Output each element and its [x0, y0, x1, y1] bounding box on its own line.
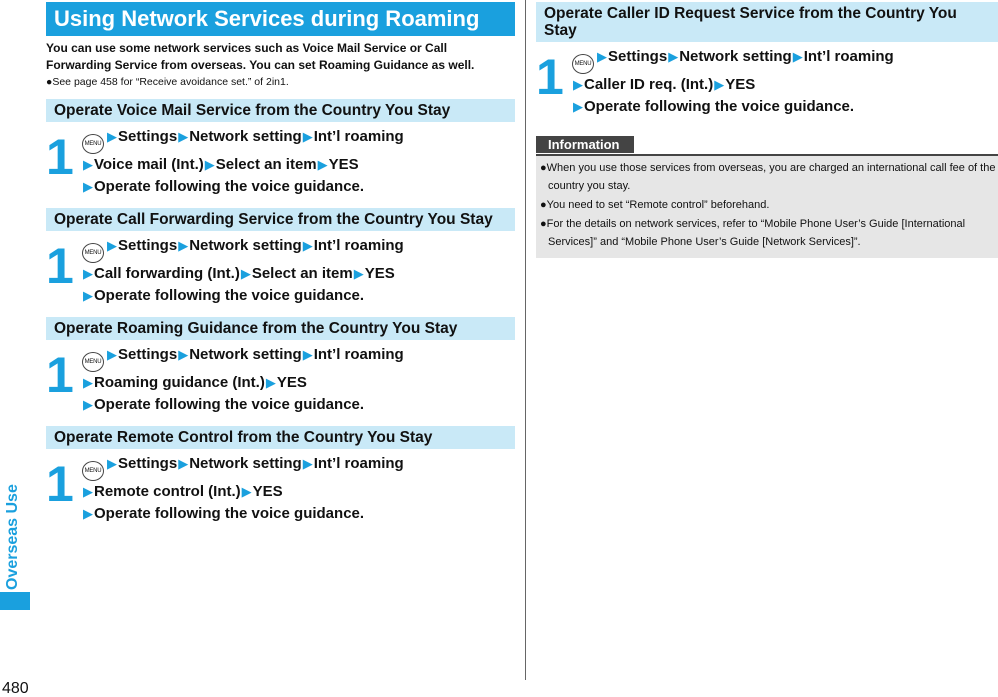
- arrow-icon: ▶: [178, 456, 189, 471]
- menu-path-item: Int’l roaming: [313, 346, 404, 363]
- arrow-icon: ▶: [83, 179, 93, 194]
- information-item: [540, 159, 996, 195]
- step-line-3: [82, 285, 515, 307]
- arrow-icon: ▶: [353, 266, 364, 281]
- caller-id-section-step: [536, 46, 998, 118]
- section-step: [46, 126, 515, 198]
- section-3: [46, 317, 515, 416]
- arrow-icon: ▶: [597, 49, 607, 64]
- step-instruction: Operate following the voice guidance.: [94, 178, 365, 195]
- arrow-icon: ▶: [83, 288, 93, 303]
- main-title: Using Network Services during Roaming: [46, 2, 515, 36]
- right-column: [536, 0, 998, 258]
- left-column: [46, 0, 515, 525]
- section-heading: Operate Voice Mail Service from the Country You Stay: [46, 99, 515, 122]
- info-text: When you use those services from overseas, you are charged an international call fee of the country you stay.: [546, 162, 996, 192]
- step-line-2: [82, 263, 515, 285]
- intro-note: [46, 75, 515, 89]
- step-line-3: [82, 176, 515, 198]
- arrow-icon: ▶: [178, 347, 189, 362]
- section-step: [46, 344, 515, 416]
- step-line-1: [82, 453, 515, 481]
- section-heading: Operate Call Forwarding Service from the Country You Stay: [46, 208, 515, 231]
- information-item: [540, 196, 996, 214]
- menu-path-item: YES: [725, 76, 756, 93]
- step-line-3: [82, 503, 515, 525]
- step-line-3: [82, 394, 515, 416]
- step-instruction: Operate following the voice guidance.: [94, 287, 365, 304]
- step-number: 1: [46, 456, 74, 512]
- menu-key-icon: MENU: [572, 54, 594, 74]
- arrow-icon: ▶: [714, 77, 725, 92]
- arrow-icon: ▶: [83, 375, 93, 390]
- arrow-icon: ▶: [83, 266, 93, 281]
- step-line-2: [82, 154, 515, 176]
- menu-path-item: Network setting: [189, 128, 302, 145]
- arrow-icon: ▶: [83, 157, 93, 172]
- info-text: For the details on network services, refer to “Mobile Phone User’s Guide [International Services]” and “Mobile Phone User’s Guide [Network Services]”.: [546, 218, 966, 248]
- menu-path-item: Call forwarding (Int.): [94, 265, 240, 282]
- menu-path-item: Voice mail (Int.): [94, 156, 204, 173]
- section-2: [46, 208, 515, 307]
- menu-path-item: Settings: [118, 237, 178, 254]
- arrow-icon: ▶: [83, 506, 93, 521]
- section-1: [46, 99, 515, 198]
- menu-key-icon: MENU: [82, 134, 104, 154]
- step-instruction: Operate following the voice guidance.: [94, 396, 365, 413]
- arrow-icon: ▶: [107, 129, 117, 144]
- menu-path-item: Int’l roaming: [313, 237, 404, 254]
- section-4: [46, 426, 515, 525]
- page-number: 480: [2, 680, 29, 697]
- column-divider: [525, 0, 526, 680]
- arrow-icon: ▶: [302, 456, 313, 471]
- menu-path-item: YES: [252, 483, 283, 500]
- menu-path-item: Int’l roaming: [313, 455, 404, 472]
- menu-path-item: Select an item: [251, 265, 353, 282]
- arrow-icon: ▶: [792, 49, 803, 64]
- arrow-icon: ▶: [668, 49, 679, 64]
- arrow-icon: ▶: [178, 238, 189, 253]
- step-number: 1: [46, 347, 74, 403]
- step-number: 1: [536, 49, 564, 105]
- arrow-icon: ▶: [302, 238, 313, 253]
- arrow-icon: ▶: [107, 456, 117, 471]
- info-bullet: ●: [540, 162, 547, 174]
- right-section: [536, 2, 998, 118]
- left-sections: [46, 99, 515, 525]
- caller-id-section-heading: Operate Caller ID Request Service from the Country You Stay: [536, 2, 998, 42]
- step-instruction: Operate following the voice guidance.: [584, 98, 855, 115]
- arrow-icon: ▶: [83, 484, 93, 499]
- info-text: You need to set “Remote control” beforehand.: [546, 199, 770, 211]
- information-item: [540, 215, 996, 251]
- step-line-1: [572, 46, 998, 74]
- section-heading: Operate Roaming Guidance from the Country You Stay: [46, 317, 515, 340]
- information-box: [536, 154, 998, 258]
- menu-path-item: Settings: [118, 455, 178, 472]
- side-tab-bar: [0, 592, 30, 610]
- step-line-1: [82, 126, 515, 154]
- menu-path-item: YES: [364, 265, 395, 282]
- menu-path-item: YES: [328, 156, 359, 173]
- note-bullet: ●: [46, 76, 53, 88]
- arrow-icon: ▶: [240, 266, 251, 281]
- section-heading: Operate Remote Control from the Country You Stay: [46, 426, 515, 449]
- intro-text: You can use some network services such as Voice Mail Service or Call Forwarding Service from overseas. You can set Roaming Guidance as well.: [46, 41, 475, 72]
- menu-key-icon: MENU: [82, 243, 104, 263]
- step-instruction: Operate following the voice guidance.: [94, 505, 365, 522]
- arrow-icon: ▶: [83, 397, 93, 412]
- menu-path-item: Caller ID req. (Int.): [584, 76, 714, 93]
- info-bullet: ●: [540, 199, 547, 211]
- information-tag: Information: [536, 136, 634, 153]
- menu-path-item: Network setting: [189, 346, 302, 363]
- step-line-2: [82, 481, 515, 503]
- arrow-icon: ▶: [302, 129, 313, 144]
- step-number: 1: [46, 129, 74, 185]
- note-text: See page 458 for “Receive avoidance set.” of 2in1.: [52, 76, 289, 88]
- side-tab-label: Overseas Use: [4, 484, 21, 590]
- menu-path-item: Remote control (Int.): [94, 483, 241, 500]
- step-line-1: [82, 235, 515, 263]
- arrow-icon: ▶: [178, 129, 189, 144]
- menu-path-item: Network setting: [679, 48, 792, 65]
- arrow-icon: ▶: [265, 375, 276, 390]
- step-line-2: [82, 372, 515, 394]
- menu-path-item: Network setting: [189, 237, 302, 254]
- menu-path-item: Settings: [608, 48, 668, 65]
- arrow-icon: ▶: [573, 99, 583, 114]
- menu-path-item: YES: [276, 374, 307, 391]
- step-line-2: [572, 74, 998, 96]
- step-number: 1: [46, 238, 74, 294]
- info-bullet: ●: [540, 218, 547, 230]
- step-line-3: [572, 96, 998, 118]
- menu-key-icon: MENU: [82, 352, 104, 372]
- arrow-icon: ▶: [204, 157, 215, 172]
- menu-path-item: Settings: [118, 128, 178, 145]
- side-tab: [0, 0, 30, 610]
- section-step: [46, 453, 515, 525]
- menu-path-item: Network setting: [189, 455, 302, 472]
- section-step: [46, 235, 515, 307]
- menu-path-item: Int’l roaming: [313, 128, 404, 145]
- menu-path-item: Select an item: [215, 156, 317, 173]
- arrow-icon: ▶: [302, 347, 313, 362]
- menu-path-item: Settings: [118, 346, 178, 363]
- arrow-icon: ▶: [317, 157, 328, 172]
- menu-path-item: Int’l roaming: [803, 48, 894, 65]
- menu-path-item: Roaming guidance (Int.): [94, 374, 265, 391]
- arrow-icon: ▶: [573, 77, 583, 92]
- menu-key-icon: MENU: [82, 461, 104, 481]
- arrow-icon: ▶: [107, 347, 117, 362]
- arrow-icon: ▶: [107, 238, 117, 253]
- step-line-1: [82, 344, 515, 372]
- arrow-icon: ▶: [241, 484, 252, 499]
